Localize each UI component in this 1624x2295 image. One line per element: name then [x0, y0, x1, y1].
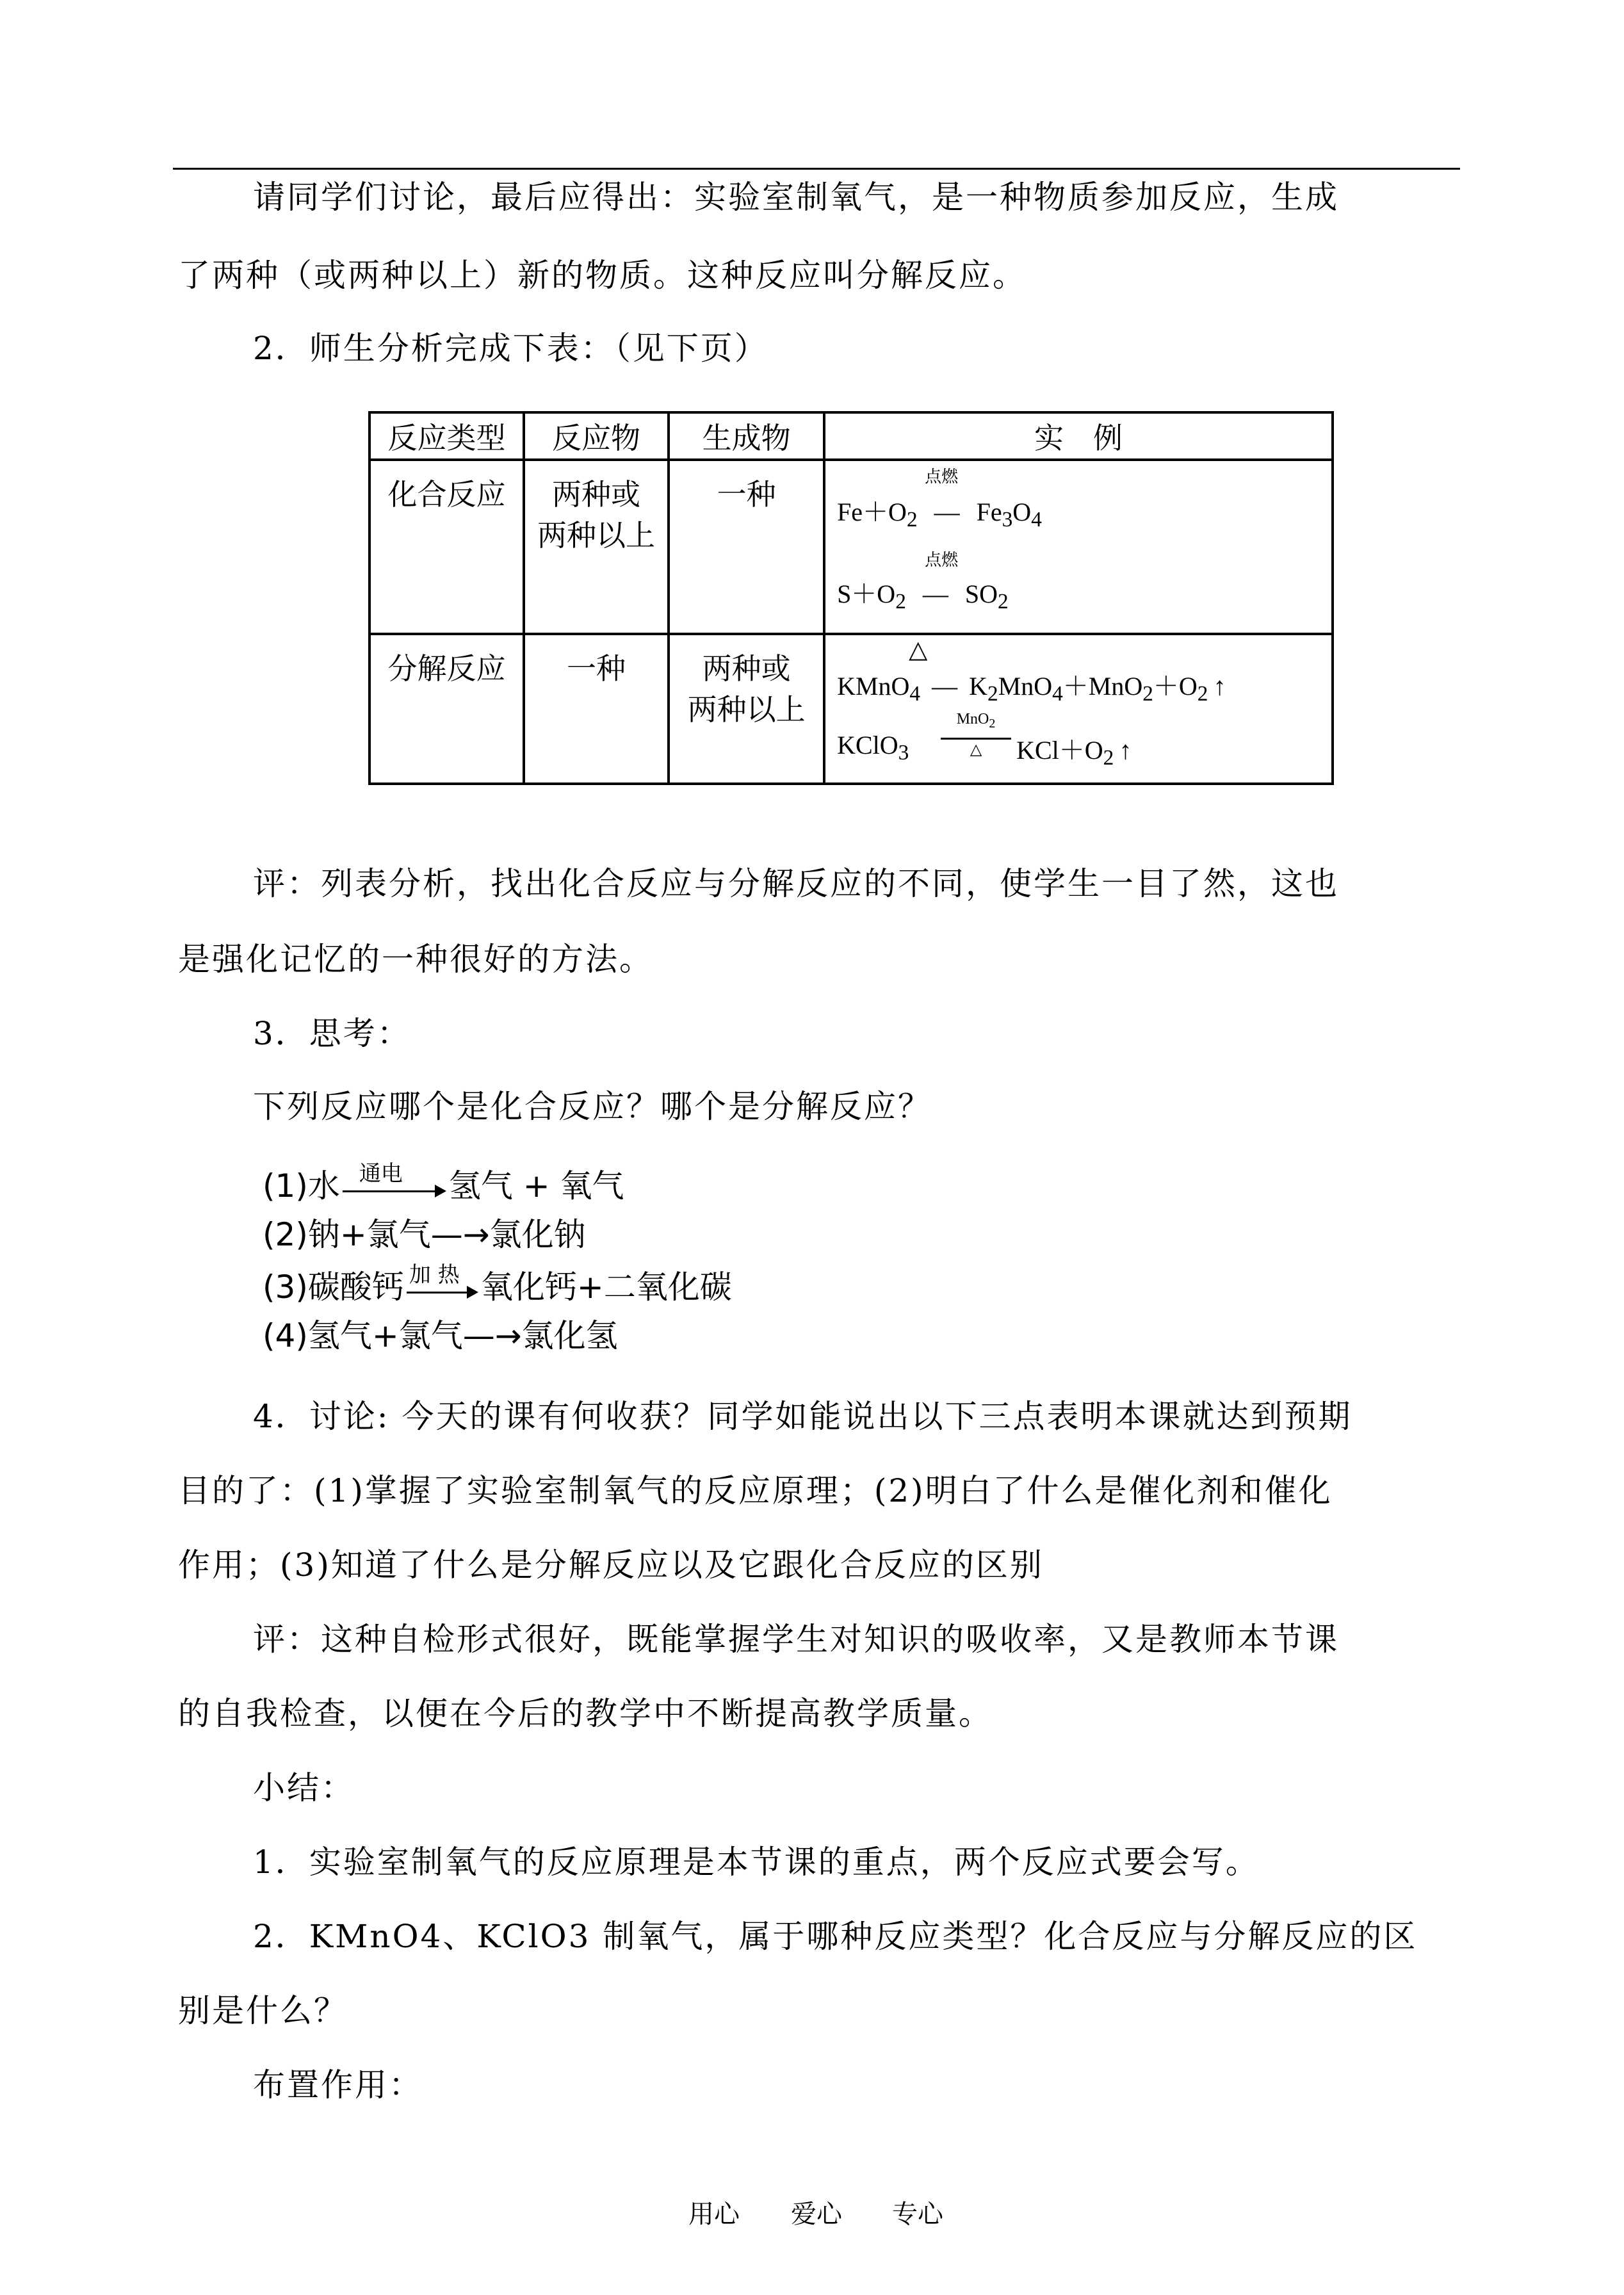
- eq-dash: —: [922, 580, 948, 608]
- product-line: 两种以上: [687, 692, 806, 727]
- reaction-term: 氢气 + 氧气: [448, 1167, 624, 1204]
- catalyst-label: [941, 711, 1011, 731]
- reaction-term: 氧化钙+二氧化碳: [480, 1269, 732, 1306]
- example-equations: [825, 635, 1331, 783]
- paragraph: 了两种（或两种以上）新的物质。这种反应叫分解反应。: [178, 257, 1027, 294]
- reaction-arrow-line: [941, 738, 1011, 740]
- table-header-cell: 实 例: [824, 412, 1333, 460]
- paragraph: 评：这种自检形式很好，既能掌握学生对知识的吸收率，又是教师本节课: [253, 1621, 1339, 1658]
- paragraph: 4．讨论: 今天的课有何收获？同学如能说出以下三点表明本课就达到预期: [253, 1398, 1352, 1435]
- reaction-arrow: [340, 1160, 449, 1204]
- paragraph: 2．师生分析完成下表：（见下页）: [253, 330, 768, 367]
- reaction-term: (3)碳酸钙: [263, 1269, 404, 1306]
- table-header-cell: 生成物: [669, 412, 824, 460]
- product-text: [670, 635, 823, 730]
- reactant-line: 两种以上: [537, 518, 656, 553]
- eq-term: MnO: [998, 672, 1053, 701]
- eq-term: Fe＋O: [837, 498, 907, 526]
- paragraph: 评：列表分析，找出化合反应与分解反应的不同，使学生一目了然，这也: [253, 865, 1339, 902]
- paragraph: 目的了：(1)掌握了实验室制氧气的反应原理；(2)明白了什么是催化剂和催化: [178, 1472, 1333, 1509]
- section-heading: 小结：: [253, 1769, 355, 1806]
- eq-subscript: 2: [1197, 682, 1208, 706]
- condition-label: 通电: [359, 1160, 403, 1187]
- paragraph: 请同学们讨论，最后应得出：实验室制氧气，是一种物质参加反应，生成: [253, 179, 1339, 216]
- table-header-cell: 反应物: [524, 412, 669, 460]
- paragraph: 2．KMnO4、KClO3 制氧气，属于哪种反应类型？化合反应与分解反应的区: [253, 1918, 1418, 1955]
- arrow-line: [407, 1292, 471, 1293]
- reaction-item: (2)钠+氯气—→氯化钠: [263, 1216, 586, 1253]
- eq-term: MnO: [956, 711, 989, 727]
- product-text: 一种: [717, 477, 776, 512]
- eq-term: ＋O: [1153, 672, 1198, 701]
- equation: [1016, 730, 1132, 770]
- reaction-type: 化合反应: [387, 477, 506, 512]
- table-cell: [524, 460, 669, 634]
- eq-subscript: 2: [989, 716, 996, 731]
- arrow-head-icon: [467, 1286, 478, 1299]
- table-cell: [824, 460, 1333, 634]
- eq-subscript: 2: [998, 590, 1009, 613]
- paragraph: 的自我检查，以便在今后的教学中不断提高教学质量。: [178, 1695, 993, 1732]
- paragraph: 下列反应哪个是化合反应？哪个是分解反应？: [253, 1088, 932, 1125]
- footer-text: 专心: [892, 2200, 943, 2229]
- product-line: 两种或: [702, 651, 791, 686]
- eq-term: KClO: [837, 731, 898, 759]
- arrow-line: [343, 1190, 439, 1192]
- section-heading: 布置作用：: [253, 2066, 423, 2104]
- eq-term: O: [1012, 498, 1032, 526]
- paragraph: 1．实验室制氧气的反应原理是本节课的重点，两个反应式要会写。: [253, 1844, 1260, 1881]
- eq-dash: —: [932, 672, 958, 701]
- condition-label: 点燃: [925, 551, 959, 570]
- footer-text: 用心: [688, 2200, 740, 2229]
- table-cell: [669, 634, 824, 784]
- table-cell: [524, 634, 669, 784]
- condition-label: 加 热: [409, 1261, 460, 1288]
- eq-subscript: 4: [1052, 682, 1063, 706]
- eq-term: KCl＋O: [1016, 736, 1103, 765]
- reaction-item: (4)氢气+氯气—→氯化氢: [263, 1317, 618, 1354]
- reaction-type-table: [368, 411, 1334, 785]
- reaction-term: (1)水: [263, 1167, 340, 1204]
- reaction-item: [263, 1261, 732, 1308]
- paragraph: 作用；(3)知道了什么是分解反应以及它跟化合反应的区别: [178, 1546, 1044, 1584]
- eq-subscript: 2: [895, 590, 906, 613]
- eq-subscript: 3: [1002, 508, 1013, 531]
- equation: [837, 574, 1009, 614]
- table-cell: [824, 634, 1333, 784]
- eq-term: K: [969, 672, 987, 701]
- reaction-type: 分解反应: [387, 651, 506, 686]
- equation: [837, 730, 909, 765]
- equation: [837, 666, 1226, 706]
- condition-label: △: [909, 635, 928, 663]
- equation: [837, 492, 1042, 532]
- eq-term: KMnO: [837, 672, 910, 701]
- reaction-item: [263, 1160, 624, 1206]
- eq-subscript: 2: [1103, 746, 1114, 770]
- eq-subscript: 3: [898, 741, 909, 765]
- table-header-row: [369, 412, 1333, 460]
- eq-subscript: 4: [909, 682, 921, 706]
- footer-text: 爱心: [791, 2200, 842, 2229]
- example-equations: [825, 461, 1331, 633]
- reactant-text: [525, 461, 667, 556]
- table-header-cell: 反应类型: [369, 412, 524, 460]
- paragraph: 是强化记忆的一种很好的方法。: [178, 941, 653, 978]
- paragraph: 3．思考：: [253, 1015, 411, 1052]
- reactant-text: 一种: [567, 651, 626, 686]
- paragraph: 别是什么？: [178, 1992, 348, 2029]
- arrow-head-icon: [435, 1185, 446, 1197]
- table-cell: [369, 460, 524, 634]
- table-row: [369, 460, 1333, 634]
- table-cell: [369, 634, 524, 784]
- reaction-arrow: [404, 1261, 481, 1306]
- eq-term: Fe: [976, 498, 1002, 526]
- eq-subscript: 2: [1142, 682, 1153, 706]
- up-arrow-icon: ↑: [1213, 672, 1226, 701]
- table-cell: [669, 460, 824, 634]
- eq-subscript: 4: [1031, 508, 1042, 531]
- eq-term: ＋MnO: [1062, 672, 1143, 701]
- condition-label: 点燃: [925, 467, 959, 487]
- eq-term: S＋O: [837, 580, 896, 608]
- header-rule: [173, 168, 1460, 170]
- table-row: [369, 634, 1333, 784]
- eq-subscript: 2: [987, 682, 998, 706]
- eq-term: SO: [964, 580, 998, 608]
- heat-label: △: [970, 740, 982, 758]
- up-arrow-icon: ↑: [1119, 736, 1132, 765]
- reactant-line: 两种或: [552, 477, 641, 512]
- eq-dash: —: [934, 498, 960, 526]
- eq-subscript: 2: [906, 508, 918, 531]
